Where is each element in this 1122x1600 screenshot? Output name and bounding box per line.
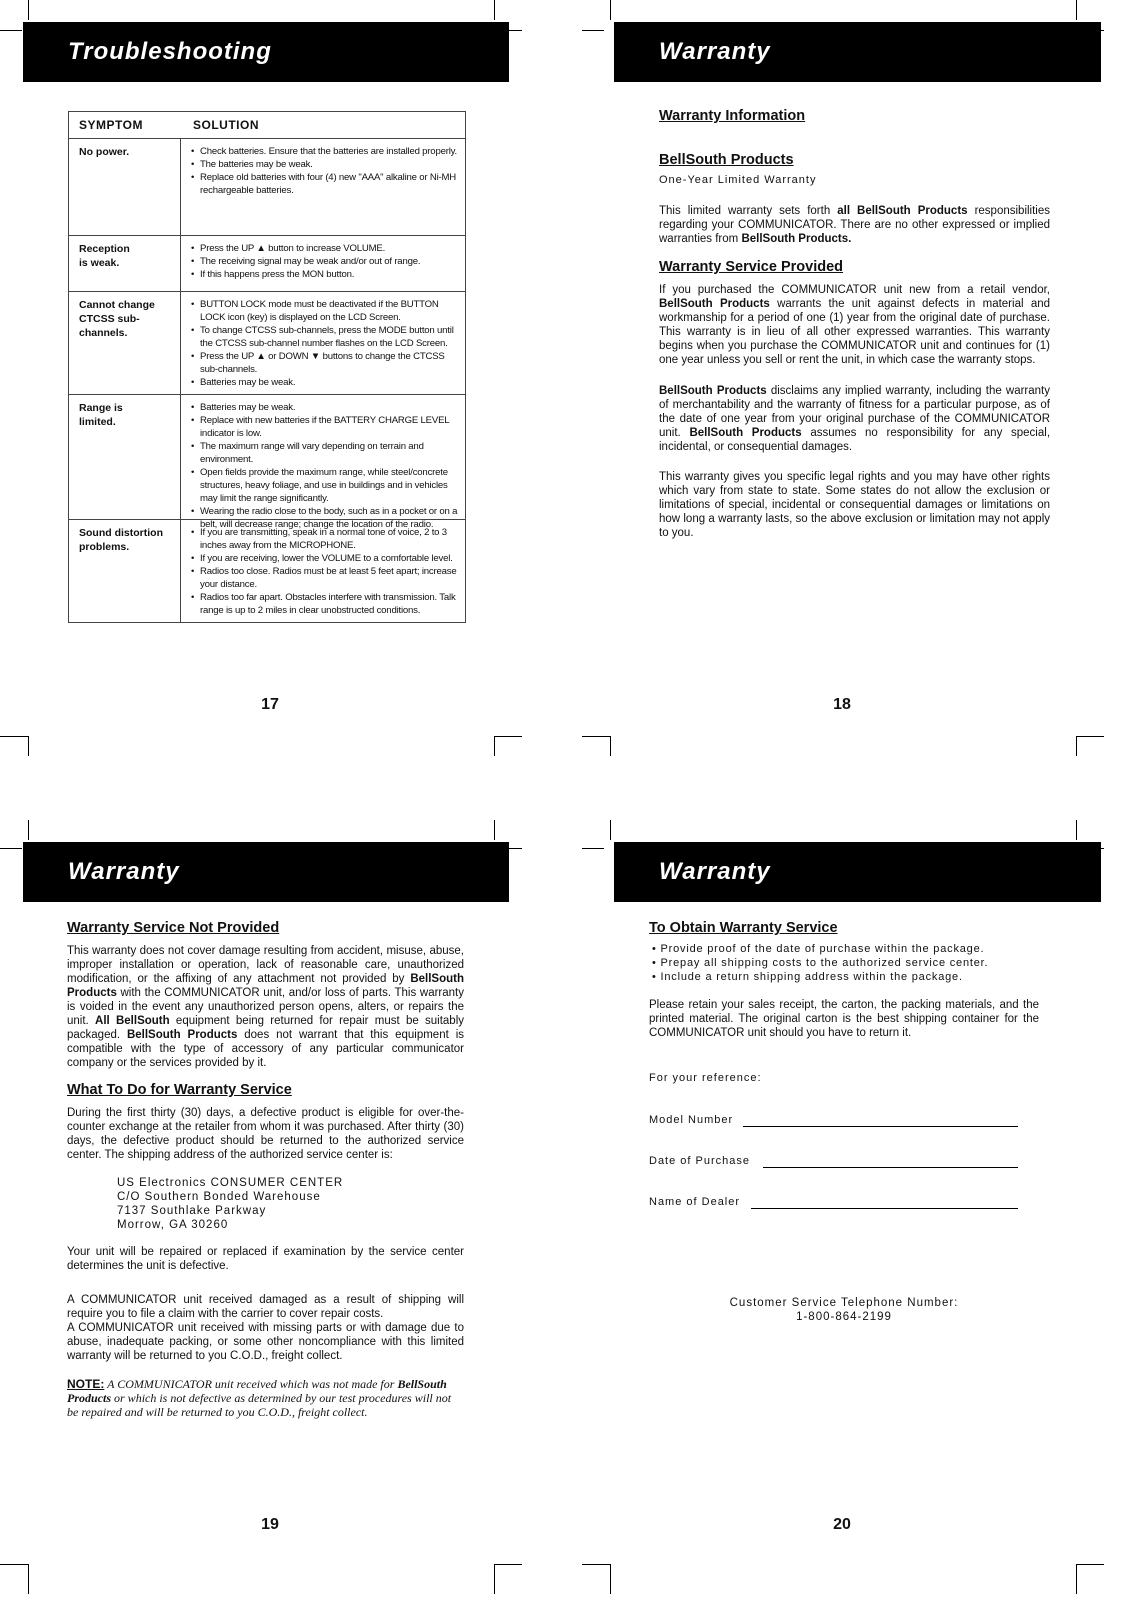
bold-text: BellSouth Products.: [741, 233, 852, 245]
paragraph: [659, 283, 1050, 367]
solution-item: • To change CTCSS sub-channels, press the MODE button until the CTCSS sub-channel number flashes on the LCD Screen.: [191, 324, 459, 350]
bold-text: All BellSouth: [95, 1015, 170, 1027]
subheading-limited-warranty: One-Year Limited Warranty: [659, 174, 817, 186]
text: or which is not defective as determined by our test procedures will not be repaired and will be returned to you C.O.D., freight collect.: [67, 1391, 452, 1419]
paragraph: Please retain your sales receipt, the carton, the packing materials, and the printed material. The original carton is the best shipping container for the COMMUNICATOR unit should you have to return it.: [649, 999, 1039, 1039]
solution-item: • Replace old batteries with four (4) new "AAA" alkaline or Ni-MH rechargeable batteries.: [191, 171, 459, 197]
text: warrants the unit against defects in material and workmanship for a period of one (1) year from the original date of purchase. This warranty is in lieu of all other expressed warranties. This warranty begins when you purchase the COMMUNICATOR unit and continues for (1) one year unless you sell or rent the unit, in which case the warranty stops.: [659, 298, 1051, 366]
table-row: [69, 520, 465, 622]
for-reference-label: For your reference:: [649, 1072, 762, 1084]
table-row: [69, 139, 465, 236]
heading-warranty-information: Warranty Information: [659, 108, 806, 124]
model-number-label: Model Number: [649, 1114, 734, 1126]
symptom-cell: Range is limited.: [69, 395, 181, 519]
bold-text: BellSouth Products: [689, 427, 802, 439]
service-center-address: [117, 1176, 343, 1232]
table-header: [69, 112, 465, 139]
symptom-cell: Cannot change CTCSS sub- channels.: [69, 292, 181, 394]
address-line: US Electronics CONSUMER CENTER: [117, 1177, 344, 1189]
list-item: • Prepay all shipping costs to the authorized service center.: [652, 956, 988, 970]
solution-item: • BUTTON LOCK mode must be deactivated if the BUTTON LOCK icon (key) is displayed on the LCD Screen.: [191, 298, 459, 324]
page-header: Warranty: [614, 22, 1101, 82]
list-item: • Provide proof of the date of purchase within the package.: [652, 942, 988, 956]
customer-service-label: Customer Service Telephone Number:: [729, 1297, 959, 1309]
page-number: 17: [261, 696, 279, 713]
symptom-cell: Reception is weak.: [69, 236, 181, 291]
solution-item: • The batteries may be weak.: [191, 158, 459, 171]
paragraph: During the first thirty (30) days, a defective product is eligible for over-the-counter exchange at the retailer from whom it was purchased. After thirty (30) days, the defective product should be returned to the authorized service center. The shipping address of the authorized service center is:: [67, 1107, 464, 1161]
solution-item: • Press the UP ▲ or DOWN ▼ buttons to change the CTCSS sub-channels.: [191, 350, 459, 376]
solution-item: • Open fields provide the maximum range, while steel/concrete structures, heavy foliage, and use in buildings and in vehicles may limit the range significantly.: [191, 466, 459, 505]
symptom-cell: No power.: [69, 139, 181, 235]
note: [67, 1377, 464, 1419]
bold-text: BellSouth Products: [126, 1029, 238, 1041]
heading-warranty-service-provided: Warranty Service Provided: [659, 259, 844, 275]
solution-cell: [181, 236, 465, 291]
solution-item: • Batteries may be weak.: [191, 376, 459, 389]
page-header: Warranty: [23, 842, 509, 902]
address-line: 7137 Southlake Parkway: [117, 1205, 267, 1217]
name-of-dealer-label: Name of Dealer: [649, 1196, 741, 1208]
name-of-dealer-field[interactable]: [751, 1208, 1018, 1209]
solution-item: • Radios too far apart. Obstacles interfere with transmission. Talk range is up to 2 miles in clear unobstructed conditions.: [191, 591, 459, 617]
text: This limited warranty sets forth: [659, 205, 838, 217]
solution-cell: [181, 520, 465, 622]
solution-item: • The maximum range will vary depending on terrain and environment.: [191, 440, 459, 466]
text: This warranty does not cover damage resulting from accident, misuse, abuse, improper installation or operation, lack of reasonable care, unauthorized modification, or the affixing of any attachment not provided by: [67, 945, 464, 985]
solution-item: • Batteries may be weak.: [191, 401, 459, 414]
page-18: [582, 0, 1122, 780]
paragraph: Your unit will be repaired or replaced if examination by the service center determines the unit is defective.: [67, 1246, 464, 1272]
bold-text: BellSouth Products: [67, 973, 464, 999]
bold-text: BellSouth Products: [67, 1377, 447, 1405]
page-17: [0, 0, 540, 780]
table-row: [69, 236, 465, 292]
solution-item: • Wearing the radio close to the body, such as in a pocket or on a belt, will decrease range; change the location of the radio.: [191, 505, 459, 531]
bold-text: BellSouth Products: [659, 298, 770, 310]
text: disclaims any implied warranty, including the warranty of merchantability and the warranty of fitness for a particular purpose, as of the date of one year from your original purchase of the COMMUNICATOR unit.: [659, 385, 1050, 439]
text: responsibilities regarding your COMMUNICATOR. There are no other expressed or implied warranties from: [659, 205, 1050, 245]
solution-item: • Radios too close. Radios must be at least 5 feet apart; increase your distance.: [191, 565, 459, 591]
address-line: C/O Southern Bonded Warehouse: [117, 1191, 321, 1203]
heading-what-to-do: What To Do for Warranty Service: [67, 1082, 292, 1098]
solution-item: • Check batteries. Ensure that the batteries are installed properly.: [191, 145, 459, 158]
date-of-purchase-field[interactable]: [763, 1167, 1018, 1168]
date-of-purchase-label: Date of Purchase: [649, 1155, 750, 1167]
text: A COMMUNICATOR unit received which was not made for: [104, 1377, 398, 1391]
page-number: 20: [833, 1516, 851, 1533]
paragraph: A COMMUNICATOR unit received damaged as a result of shipping will require you to file a claim with the carrier to cover repair costs.: [67, 1294, 464, 1320]
customer-service: [649, 1296, 1039, 1324]
column-symptom: SYMPTOM: [79, 118, 143, 132]
table-row: [69, 292, 465, 395]
page-20: [582, 820, 1122, 1600]
heading-warranty-service-not-provided: Warranty Service Not Provided: [67, 920, 280, 936]
heading-bellsouth-products: BellSouth Products: [659, 152, 794, 168]
customer-service-phone: 1-800-864-2199: [796, 1311, 892, 1323]
text: equipment being returned for repair must be suitably packaged.: [67, 1015, 465, 1041]
solution-item: • If you are receiving, lower the VOLUME to a comfortable level.: [191, 552, 459, 565]
model-number-field[interactable]: [743, 1126, 1018, 1127]
solution-item: • If you are transmitting, speak in a normal tone of voice, 2 to 3 inches away from the MICROPHONE.: [191, 526, 459, 552]
symptom-cell: Sound distortion problems.: [69, 520, 181, 622]
page-number: 18: [833, 696, 851, 713]
solution-item: • If this happens press the MON button.: [191, 268, 459, 281]
column-solution: SOLUTION: [193, 118, 259, 132]
solution-item: • Press the UP ▲ button to increase VOLUME.: [191, 242, 459, 255]
bullet-list: [652, 942, 988, 984]
paragraph: [659, 204, 1050, 246]
page-header: Warranty: [614, 842, 1101, 902]
paragraph: [67, 944, 464, 1070]
text: with the COMMUNICATOR unit, and/or loss of parts. This warranty is voided in the event any unauthorized person opens, alters, or repairs the unit.: [67, 987, 464, 1027]
list-item: • Include a return shipping address within the package.: [652, 970, 988, 984]
troubleshooting-table: [68, 111, 466, 623]
solution-cell: [181, 292, 465, 394]
solution-item: • The receiving signal may be weak and/or out of range.: [191, 255, 459, 268]
text: does not warrant that this equipment is compatible with the type of accessory of any particular communicator company or the services provided by it.: [67, 1029, 464, 1069]
paragraph: [659, 384, 1050, 454]
table-row: [69, 395, 465, 530]
heading-obtain-warranty-service: To Obtain Warranty Service: [649, 920, 838, 936]
solution-cell: [181, 395, 465, 530]
solution-item: • Replace with new batteries if the BATTERY CHARGE LEVEL indicator is low.: [191, 414, 459, 440]
note-label: NOTE:: [67, 1377, 105, 1391]
page-number: 19: [261, 1516, 279, 1533]
solution-cell: [181, 139, 465, 235]
page-19: [0, 820, 540, 1600]
bold-text: all BellSouth Products: [837, 205, 968, 217]
paragraph: This warranty gives you specific legal rights and you may have other rights which vary from state to state. Some states do not allow the exclusion or limitations of special, incidental or consequential damages or limitations on how long a warranty lasts, so the above exclusion or limitation may not apply to you.: [659, 471, 1050, 539]
paragraph: A COMMUNICATOR unit received with missing parts or with damage due to abuse, inadequate packing, or some other noncompliance with this limited warranty will be returned to you C.O.D., freight collect.: [67, 1322, 464, 1362]
address-line: Morrow, GA 30260: [117, 1219, 229, 1231]
bold-text: BellSouth Products: [659, 385, 767, 397]
text: If you purchased the COMMUNICATOR unit new from a retail vendor,: [659, 284, 1050, 296]
text: assumes no responsibility for any special, incidental, or consequential damages.: [659, 427, 1051, 453]
page-header: Troubleshooting: [23, 22, 509, 82]
